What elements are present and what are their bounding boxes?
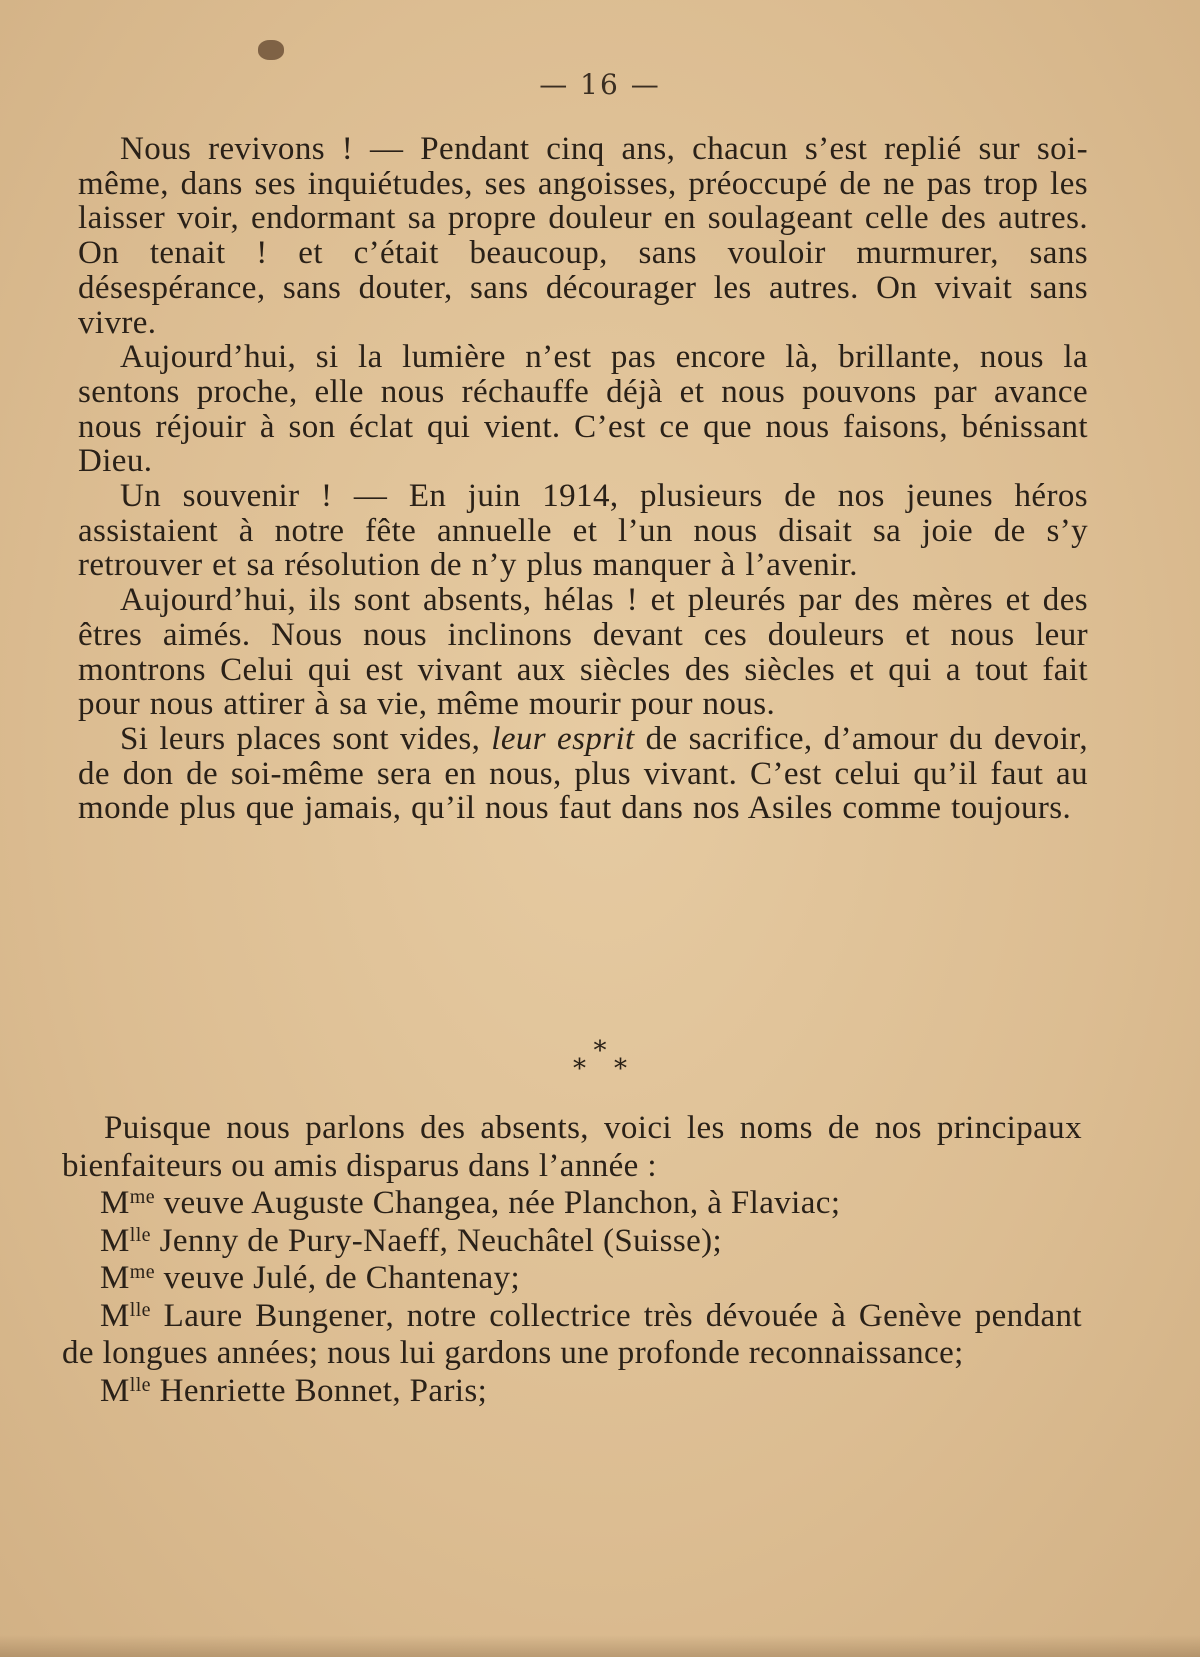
entry-title: M (100, 1222, 130, 1259)
entry-title: M (100, 1185, 130, 1221)
entry-title-sup: me (129, 1186, 155, 1208)
entry-text: Laure Bungener, notre collectrice très dévouée à Genève pendant de longues années; nous lui gardons une profonde reconnaissance; (62, 1297, 1082, 1371)
entry-title-sup: lle (129, 1373, 151, 1396)
page-number: — 16 — (539, 68, 661, 101)
main-text (78, 132, 1088, 826)
ink-stain (258, 40, 284, 60)
section-separator (0, 1038, 1200, 1082)
entry-title: M (100, 1372, 130, 1409)
sacrifice-text-after: de sacrifice, d’amour du devoir, de don de soi-même sera en nous, plus vivant. C’est celui qu’il faut au monde plus que jamais, qu’il nous faut dans nos Asiles comme toujours. (78, 720, 1088, 827)
absent-entry (62, 1185, 1082, 1223)
entry-text: veuve Julé, de Chantenay; (154, 1260, 521, 1296)
paragraph-souvenir: Un souvenir ! — En juin 1914, plusieurs de nos jeunes héros assistaient à notre fête annuelle et l’un nous disait sa joie de s’y retrouver et sa résolution de n’y plus manquer à l’avenir. (78, 478, 1088, 584)
entry-text: veuve Auguste Changea, née Planchon, à Flaviac; (154, 1185, 841, 1221)
entry-title-sup: lle (129, 1223, 151, 1246)
absent-entry (62, 1223, 1082, 1261)
entry-text: Jenny de Pury-Naeff, Neuchâtel (Suisse); (150, 1222, 723, 1259)
entry-title-sup: me (129, 1261, 155, 1283)
paragraph-sacrifice (78, 722, 1088, 826)
absents-intro: Puisque nous parlons des absents, voici les noms de nos principaux bienfaiteurs ou amis disparus dans l’année : (62, 1110, 1082, 1184)
paragraph-revivons: Nous revivons ! — Pendant cinq ans, chacun s’est replié sur soi-même, dans ses inquiétudes, ses angoisses, préoccupé de ne pas trop les laisser voir, endormant sa propre douleur en soulageant celle des autres. On tenait ! et c’était beaucoup, sans vouloir murmurer, sans désespérance, sans douter, sans décourager les autres. On vivait sans vivre. (78, 131, 1088, 341)
asterism-bottom: * * (573, 1054, 627, 1084)
absents-list-section (62, 1110, 1082, 1410)
paragraph-lumiere: Aujourd’hui, si la lumière n’est pas encore là, brillante, nous la sentons proche, elle nous réchauffe déjà et nous pouvons par avance nous réjouir à son éclat qui vient. C’est ce que nous faisons, bénissant Dieu. (78, 339, 1088, 480)
entry-title: M (100, 1260, 130, 1296)
absent-entry (62, 1298, 1082, 1373)
absent-entry (62, 1260, 1082, 1298)
asterism-top: * (593, 1036, 607, 1066)
page-bottom-edge (0, 1635, 1200, 1657)
emphasis-leur-esprit: leur esprit (491, 720, 635, 757)
paragraph-absents: Aujourd’hui, ils sont absents, hélas ! et pleurés par des mères et des êtres aimés. Nous nous inclinons devant ces douleurs et nous leur montrons Celui qui est vivant aux siècles des siècles et qui a tout fait pour nous attirer à sa vie, même mourir pour nous. (78, 582, 1088, 723)
entry-title-sup: lle (129, 1298, 151, 1321)
entry-title: M (100, 1297, 130, 1334)
absent-entry (62, 1373, 1082, 1411)
sacrifice-text-before: Si leurs places sont vides, (120, 720, 492, 757)
entry-text: Henriette Bonnet, Paris; (150, 1372, 488, 1409)
